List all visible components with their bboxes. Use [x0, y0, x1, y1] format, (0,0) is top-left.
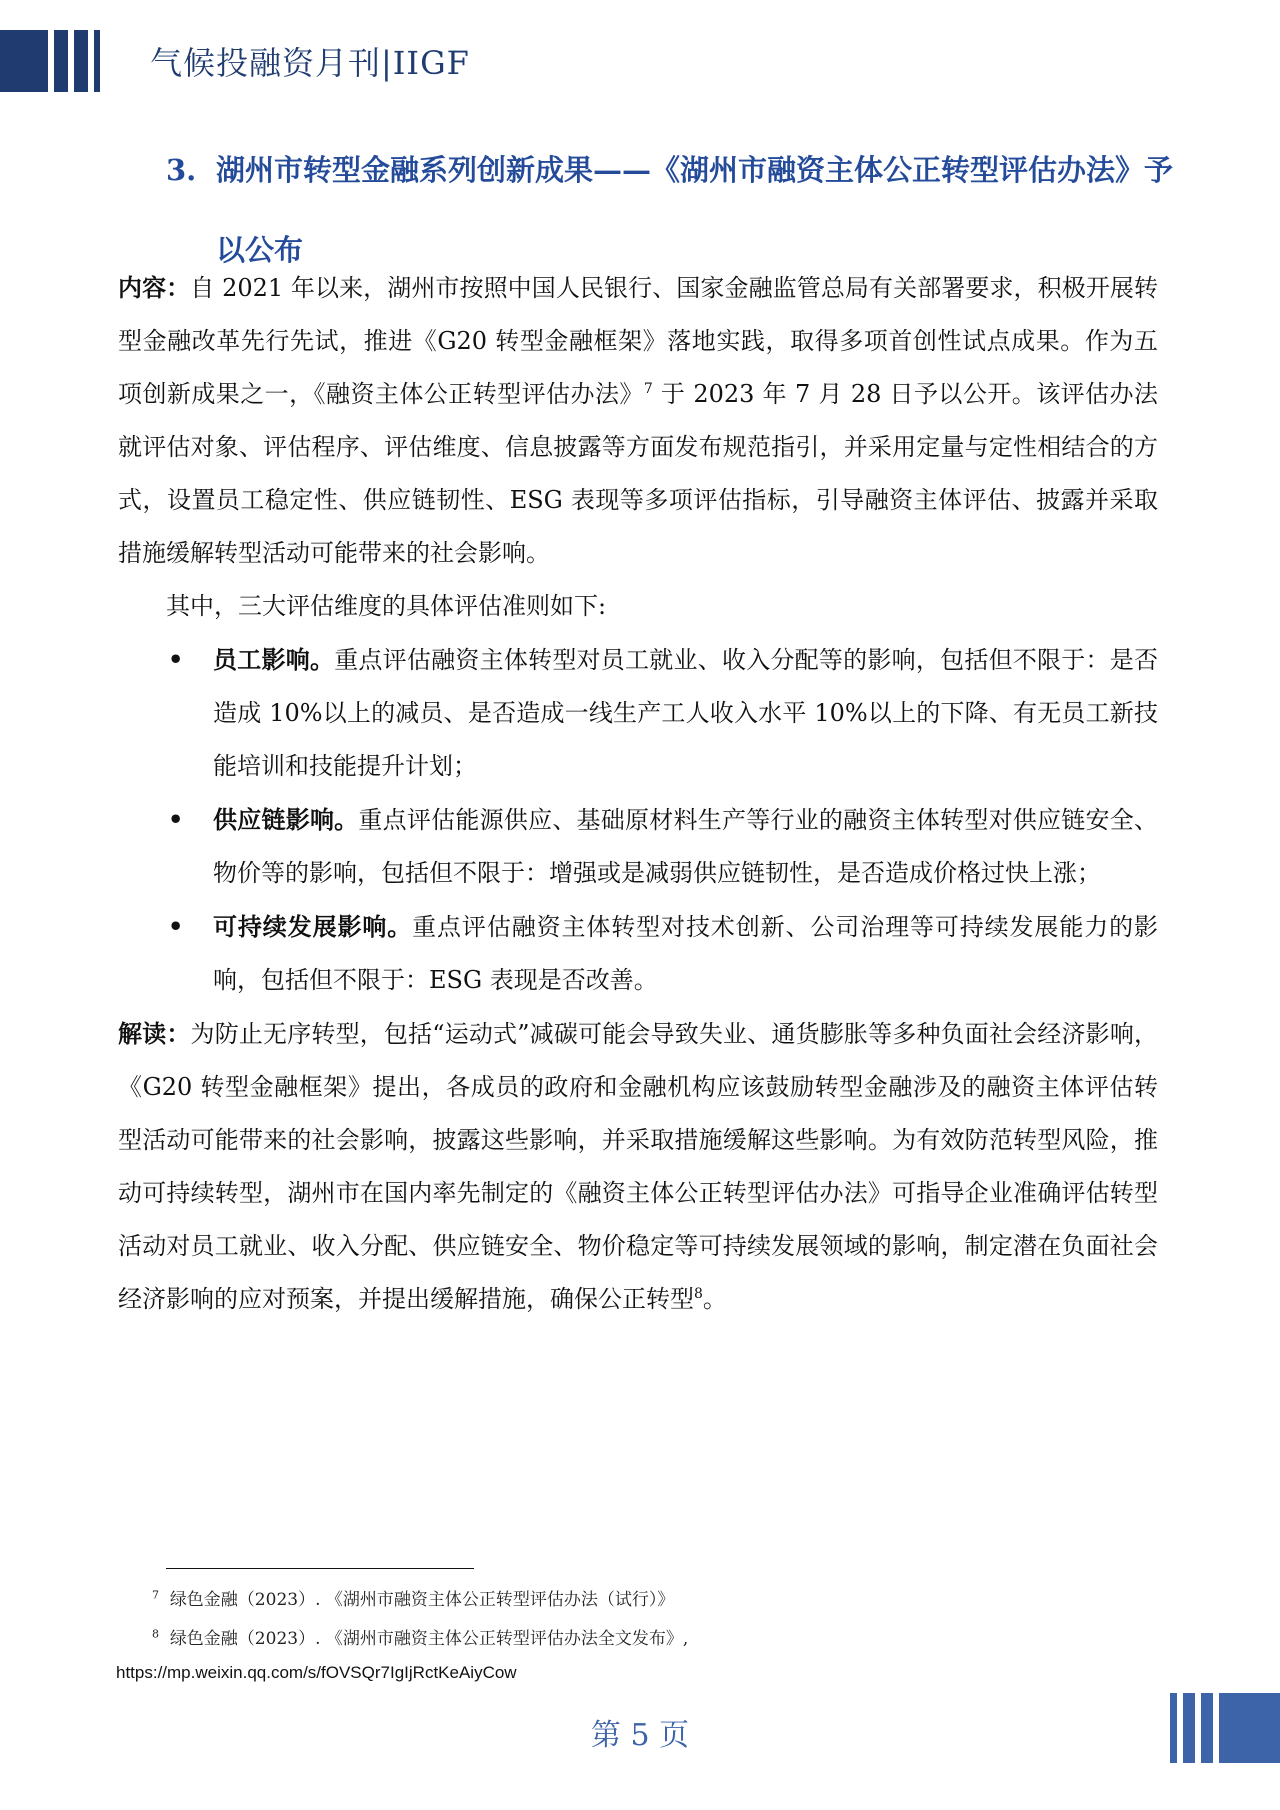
bullet-title: 供应链影响。 — [213, 805, 359, 834]
footer-bar — [1219, 1693, 1280, 1763]
header-bar — [0, 30, 48, 92]
content-text-b: 于 2023 年 7 月 28 日予以公开。该评估办法就评估对象、评估程序、评估维度、信息披露等方面发布规范指引，并采用定量与定性相结合的方式，设置员工稳定性、供应链韧性、ESG 表现等多项评估指标，引导融资主体评估、披露并采取措施缓解转型活动可能带来的社会影响。 — [118, 380, 1158, 567]
header-bar — [74, 30, 88, 92]
interpretation-label: 解读： — [118, 1019, 191, 1048]
footnote-text: 绿色金融（2023）. 《湖州市融资主体公正转型评估办法（试行）》 — [169, 1590, 675, 1610]
header-bar — [54, 30, 68, 92]
bullet-dot: • — [168, 645, 184, 674]
bullet-text: 重点评估融资主体转型对技术创新、公司治理等可持续发展能力的影响，包括但不限于：ESG 表现是否改善。 — [213, 913, 1159, 994]
content-text-a: 自 2021 年以来，湖州市按照中国人民银行、国家金融监管总局有关部署要求，积极开展转型金融改革先行先试，推进《G20 转型金融框架》落地实践，取得多项首创性试点成果。作为五项创新成果之一，《融资主体公正转型评估办法》 — [118, 274, 1159, 408]
footnote-7 — [152, 1585, 674, 1610]
footnote-ref-7[interactable]: 7 — [643, 381, 653, 397]
footnote-divider — [166, 1568, 474, 1569]
bullet-dot: • — [168, 912, 184, 941]
footnote-number: 7 — [152, 1588, 159, 1602]
page-number: 第 5 页 — [590, 1718, 690, 1753]
section-title: 湖州市转型金融系列创新成果——《湖州市融资主体公正转型评估办法》予以公布 — [216, 153, 1174, 267]
criteria-intro: 其中，三大评估维度的具体评估准则如下: — [166, 592, 607, 620]
list-item — [118, 633, 1158, 793]
interpretation-text: 为防止无序转型，包括“运动式”减碳可能会导致失业、通货膨胀等多种负面社会经济影响，《G20 转型金融框架》提出，各成员的政府和金融机构应该鼓励转型金融涉及的融资主体评估转型活动可能带来的社会影响，披露这些影响，并采取措施缓解这些影响。为有效防范转型风险，推动可持续转型，湖州市在国内率先制定的《融资主体公正转型评估办法》可指导企业准确评估转型活动对员工就业、收入分配、供应链安全、物价稳定等可持续发展领域的影响，制定潜在负面社会经济影响的应对预案，并提出缓解措施，确保公正转型 — [118, 1020, 1159, 1313]
footnote-8 — [152, 1624, 688, 1649]
footer-bar — [1183, 1693, 1195, 1763]
list-item — [118, 793, 1158, 900]
criteria-list — [118, 633, 1158, 1007]
footnote-text: 绿色金融（2023）. 《湖州市融资主体公正转型评估办法全文发布》, — [169, 1629, 689, 1649]
footnote-url-link[interactable]: https://mp.weixin.qq.com/s/fOVSQr7IgIjRctKeAiyCow — [116, 1663, 517, 1682]
bullet-title: 可持续发展影响。 — [213, 912, 413, 941]
footnote-number: 8 — [152, 1627, 159, 1641]
list-item — [118, 900, 1158, 1007]
content-label: 内容： — [118, 273, 191, 302]
header-bar — [94, 30, 100, 92]
footnote-ref-8[interactable]: 8 — [694, 1286, 703, 1302]
section-number: 3. — [166, 153, 197, 187]
bullet-dot: • — [168, 805, 184, 834]
footer-bar — [1201, 1693, 1213, 1763]
body-text — [118, 261, 1158, 1326]
interpretation-end: 。 — [702, 1285, 727, 1313]
content-paragraph — [118, 261, 1158, 580]
bullet-text: 重点评估融资主体转型对员工就业、收入分配等的影响，包括但不限于：是否造成 10%以上的减员、是否造成一线生产工人收入水平 10%以上的下降、有无员工新技能培训和技能提升计划； — [213, 646, 1159, 780]
bullet-text: 重点评估能源供应、基础原材料生产等行业的融资主体转型对供应链安全、物价等的影响，包括但不限于：增强或是减弱供应链韧性，是否造成价格过快上涨； — [213, 806, 1158, 887]
header-title: 气候投融资月刊|IIGF — [150, 44, 470, 82]
footer-bar — [1170, 1693, 1177, 1763]
bullet-title: 员工影响。 — [213, 645, 335, 674]
interpretation-paragraph — [118, 1007, 1158, 1326]
